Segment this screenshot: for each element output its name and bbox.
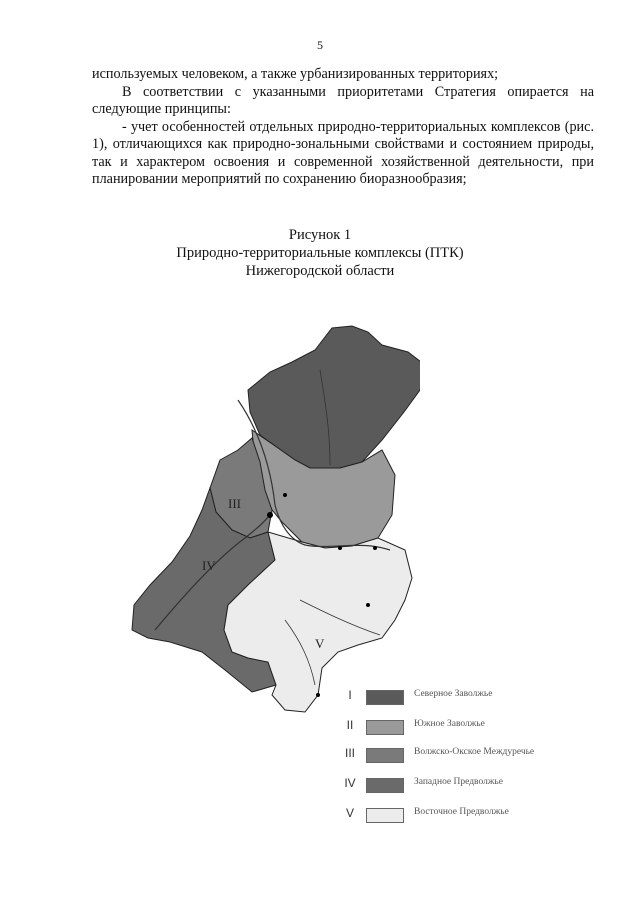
city-marker [366,603,370,607]
legend-swatch [366,748,404,763]
figure-title-line-1: Природно-территориальные комплексы (ПТК) [176,245,464,261]
figure-title-line-2: Нижегородской области [245,263,395,279]
paragraph-principle: - учет особенностей отдельных природно-территориальных комплексов (рис. 1), отличающихся как природно-зональными свойствами и состоянием природы, так и характером освоения и современной хозяйственной деятельности, при планировании мероприятий по сохранению биоразнообразия; [92,118,594,187]
figure-label: Рисунок 1 [288,227,352,243]
map-label-iv: IV [202,558,216,573]
legend-label: Западное Предволжье [414,777,503,787]
legend-swatch [366,720,404,735]
body-text [92,66,594,189]
legend-item [340,746,540,776]
city-marker [373,546,377,550]
map-label-v: V [315,636,325,651]
city-marker [267,512,273,518]
legend-item [340,776,540,806]
legend-label: Волжско-Окское Междуречье [414,747,535,757]
legend-numeral: IV [344,776,356,790]
legend-numeral: II [346,718,354,732]
legend-swatch [366,778,404,793]
legend-label: Северное Заволжье [414,689,493,699]
legend-label: Южное Заволжье [414,719,485,729]
city-marker [283,493,287,497]
legend-item [340,688,540,718]
city-marker [338,546,342,550]
city-marker [316,693,320,697]
legend-swatch [366,690,404,705]
legend-numeral: V [345,806,354,820]
legend-swatch [366,808,404,823]
legend-label: Восточное Предволжье [414,807,509,817]
page-number: 5 [317,38,323,52]
legend-item [340,806,540,836]
legend-numeral: I [348,688,352,702]
map-label-iii: III [228,496,241,511]
legend-numeral: III [344,746,355,760]
region-map [120,300,420,730]
paragraph-priorities: В соответствии с указанными приоритетами Стратегия опирается на следующие принципы: [92,83,594,117]
figure-caption [0,226,640,280]
legend-item [340,718,540,748]
text-line-1: используемых человеком, а также урбанизированных территориях; [92,66,499,82]
